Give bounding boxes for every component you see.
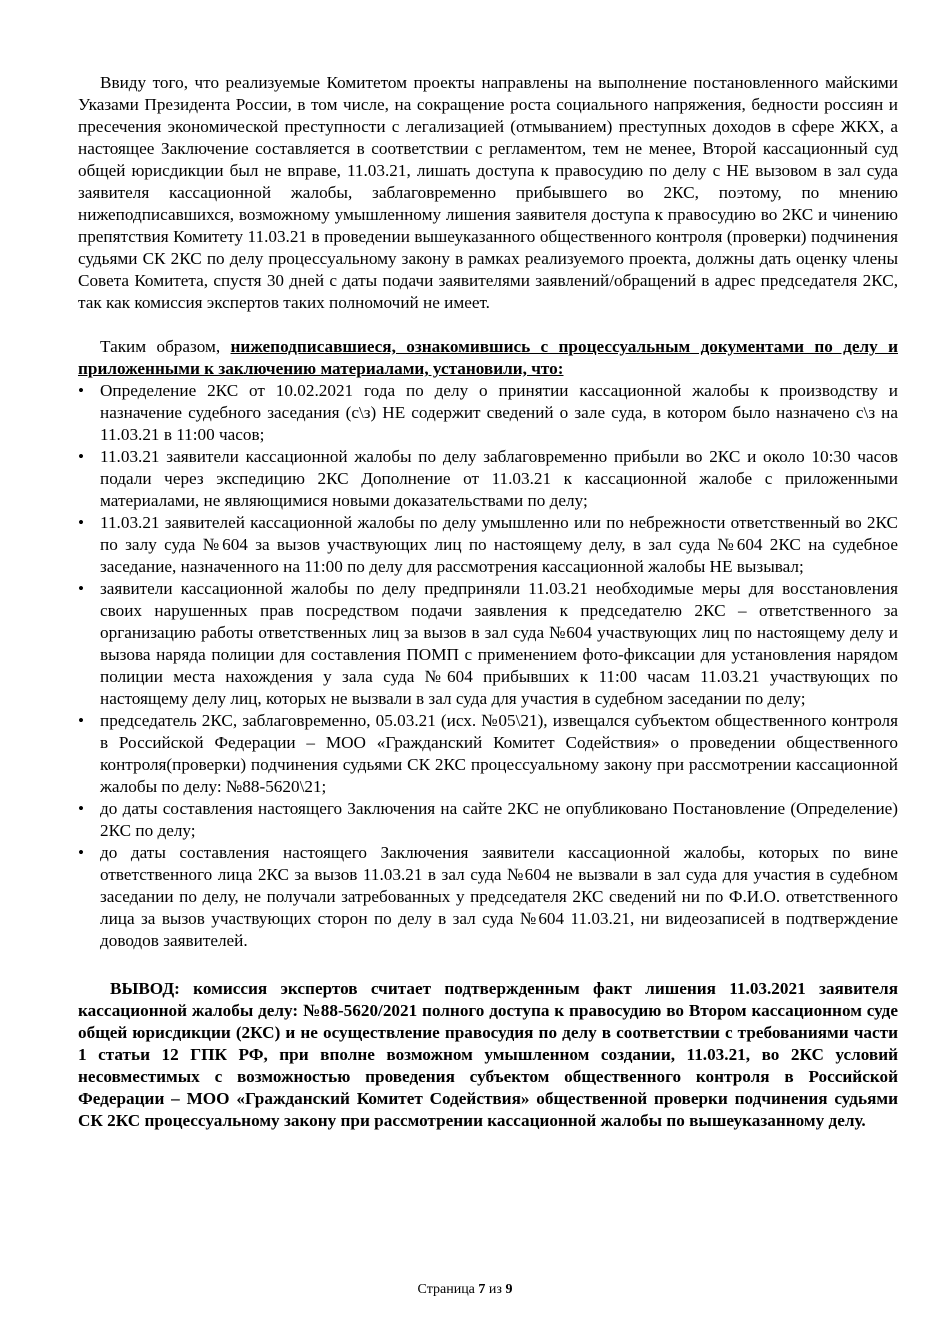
bullet-icon: • xyxy=(78,711,85,730)
list-item xyxy=(78,710,898,798)
bullet-icon: • xyxy=(78,843,85,862)
findings-intro-key: нижеподписавшиеся, ознакомившись с процессуальным документами по делу и приложенными к заключению материалами, установили, что: xyxy=(78,337,898,378)
list-item xyxy=(78,446,898,512)
findings-list xyxy=(78,380,898,952)
bullet-icon: • xyxy=(78,513,85,532)
bullet-icon: • xyxy=(78,447,85,466)
bullet-icon: • xyxy=(78,579,85,598)
list-item xyxy=(78,512,898,578)
page-footer xyxy=(0,1281,930,1299)
findings-intro-lead: Таким образом, xyxy=(100,337,231,356)
list-item xyxy=(78,380,898,446)
bullet-icon: • xyxy=(78,381,85,400)
conclusion-paragraph: ВЫВОД: комиссия экспертов считает подтвержденным факт лишения 11.03.2021 заявителя кассационной жалобы делу: №88-5620/2021 полного доступа к правосудию во Втором кассационном суде общей юрисдикции (2КС) и не осуществление правосудия по делу в соответствии с требованиями части 1 статьи 12 ГПК РФ, при вполне возможном умышленном создании, 11.03.21, во 2КС условий несовместимых с возможностью проведения субъектом общественного контроля в Российской Федерации – МОО «Гражданский Комитет Содействия» общественной проверки подчинения судьями СК 2КС процессуальному закону при рассмотрении кассационной жалобы по вышеуказанному делу. xyxy=(78,979,898,1130)
current-page-number: 7 xyxy=(478,1282,486,1297)
finding-text: заявители кассационной жалобы по делу предприняли 11.03.21 необходимые меры для восстановления своих нарушенных прав посредством подачи заявления к председателю 2КС – ответственного за организацию работы ответственных лиц за вызов в зал суда №604 участвующих лиц по настоящему делу и вызова наряда полиции для составления ПОМП с применением фото-фиксации для установления нарядом полиции места нахождения у зала суда №604 прибывших к 11:00 часам 11.03.21 участвующих по настоящему делу лиц, которых не вызвали в зал суда для участия в судебном заседании по делу; xyxy=(100,579,898,708)
finding-text: 11.03.21 заявителей кассационной жалобы по делу умышленно или по небрежности ответственный во 2КС по залу суда №604 за вызов участвующих лиц по настоящему делу, в зал суда №604 2КС на судебное заседание, назначенного на 11:00 по делу для рассмотрения кассационной жалобы НЕ вызывал; xyxy=(100,513,898,576)
finding-text: Определение 2КС от 10.02.2021 года по делу о принятии кассационной жалобы к производству и назначение судебного заседания (с\з) НЕ содержит сведений о зале суда, в котором было назначено с\з на 11.03.21 в 11:00 часов; xyxy=(100,381,898,444)
paragraph-spacer xyxy=(78,952,898,978)
finding-text: 11.03.21 заявители кассационной жалобы по делу заблаговременно прибыли во 2КС и около 10:30 часов подали через экспедицию 2КС Дополнение от 11.03.21 к кассационной жалобе с приложенными материалами, не являющимися новыми доказательствами по делу; xyxy=(100,447,898,510)
finding-text: председатель 2КС, заблаговременно, 05.03.21 (исх. №05\21), извещался субъектом общественного контроля в Российской Федерации – МОО «Гражданский Комитет Содействия» о проведении общественного контроля(проверки) подчинения судьями СК 2КС процессуальному закону при рассмотрении кассационной жалобы по делу: №88-5620\21; xyxy=(100,711,898,796)
list-item xyxy=(78,798,898,842)
document-body xyxy=(78,72,898,1132)
finding-text: до даты составления настоящего Заключения на сайте 2КС не опубликовано Постановление (Определение) 2КС по делу; xyxy=(100,799,898,840)
findings-intro xyxy=(78,336,898,380)
paragraph-project-context: Ввиду того, что реализуемые Комитетом проекты направлены на выполнение постановленного майскими Указами Президента России, в том числе, на сокращение роста социального напряжения, бедности россиян и пресечения экономической преступности с легализацией (отмыванием) преступных доходов в сфере ЖКХ, а настоящее Заключение составляется в соответствии с регламентом, тем не менее, Второй кассационный суд общей юрисдикции был не вправе, 11.03.21, лишать доступа к правосудию по делу с НЕ вызовом в зал суда заявителя кассационной жалобы, заблаговременно прибывшего во 2КС, поэтому, по мнению нижеподписавшихся, возможному умышленному лишения заявителя доступа к правосудию во 2КС и чинению препятствия Комитету 11.03.21 в проведении вышеуказанного общественного контроля (проверки) подчинения судьями СК 2КС по делу процессуальному закону в рамках реализуемого проекта, должны дать оценку члены Совета Комитета, спустя 30 дней с даты подачи заявителями заявлений/обращений в адрес председателя 2КС, так как комиссия экспертов таких полномочий не имеет. xyxy=(78,73,898,312)
bullet-icon: • xyxy=(78,799,85,818)
list-item xyxy=(78,842,898,952)
paragraph-spacer xyxy=(78,314,898,336)
page-word: Страница xyxy=(417,1282,475,1297)
finding-text: до даты составления настоящего Заключения заявители кассационной жалобы, которых по вине ответственного лица 2КС за вызов 11.03.21 в зал суда №604 не вызвали в зал суда для участия в судебном заседании по делу, не получали затребованных у председателя 2КС сведений ни по Ф.И.О. ответственного лица за вызов участвующих сторон по делу в зал суда №604 11.03.21, ни видеозаписей в подтверждение доводов заявителей. xyxy=(100,843,898,950)
total-pages-number: 9 xyxy=(505,1282,513,1297)
of-word: из xyxy=(488,1282,502,1297)
list-item xyxy=(78,578,898,710)
